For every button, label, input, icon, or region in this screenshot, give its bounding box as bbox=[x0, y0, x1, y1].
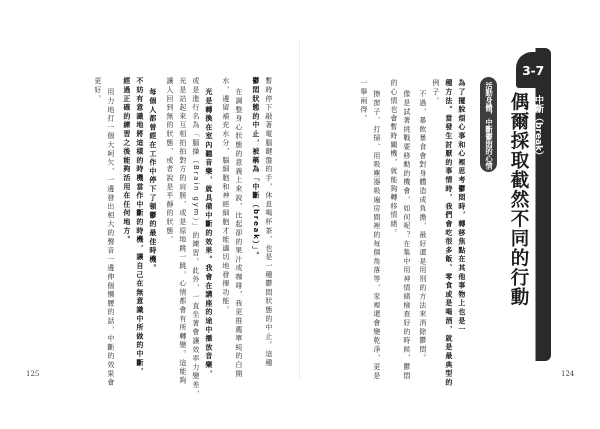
body-column: 例子。 bbox=[431, 79, 440, 106]
body-column: 暫時停下敲著電腦鍵盤的手，休息喝杯茶，也是一種鬱悶狀態的中止。這種 bbox=[264, 77, 273, 368]
body-column: 的心情也會暫時關機，就能夠轉移情緒。 bbox=[389, 79, 398, 238]
body-column: 像是試著挑戰要移動的機會，如何呢？在集中用神情緒檢查好的時候，鬱悶 bbox=[402, 90, 411, 381]
gutter-divider bbox=[299, 40, 300, 380]
body-column: 種方法。當發生討厭的事情時，我們會吃很多飯、零食或是喝酒，就是最典型的 bbox=[444, 79, 453, 387]
body-column: 擦窗子、打掃、用吸塵器吸遍房間裡的每個角落等，家裡還會變乾淨，更是 bbox=[372, 90, 381, 381]
body-column: 光是站起來互相拍拍對方的肩膀，或是原地跳一跳，心情都會有所轉變。這能夠 bbox=[178, 77, 187, 385]
body-column: 經過正確的練習之後能夠活用在任何地方。 bbox=[122, 77, 131, 245]
body-column: 用力地打一個大呵欠，一邊發出相大的聲音一邊伸個懶腰的話，中斷的效果會 bbox=[106, 88, 115, 388]
body-column: 或是進行名為「腦操（Brain gym）」的練習。此外，一直坐著會讓效率力變差， bbox=[191, 77, 200, 399]
body-column: 一舉兩得。 bbox=[359, 79, 368, 123]
subheading: 活動身體，中斷鬱悶的心情 bbox=[485, 82, 494, 170]
body-column: 光是轉換在室內聽音樂，就具備中斷的效果。我會在講座的途中播放音樂， bbox=[204, 88, 213, 379]
body-column: 不妨有意識地將這樣的時機當作中斷的時機，讓自己在無意識中所做的中斷， bbox=[135, 77, 144, 377]
body-column: 在調整身心狀態的意義上來說，比起卻的果汁或咖啡，我更推薦單純的白開 bbox=[234, 88, 243, 379]
body-column: 為了擺脫煩心事和心裡思考鬱悶時，轉移焦點在其他事物上也是一 bbox=[457, 79, 466, 335]
body-column: 不過，暴飲暴食會對身體造成負擔，最好還是用別的方法來消除鬱悶。 bbox=[418, 90, 427, 363]
page-number-left: 125 bbox=[26, 370, 40, 378]
body-column: 水，邊留補充水分，腦細胞和神經細胞才能適切地發揮功能。 bbox=[221, 77, 230, 315]
section-tag: 中斷（break） bbox=[533, 95, 543, 161]
page-number-right: 124 bbox=[561, 370, 575, 378]
body-column: 鬱悶狀態的中止，被稱為「中斷（break）」。 bbox=[251, 77, 260, 260]
page-title: 偶爾採取截然不同的行動 bbox=[508, 92, 529, 307]
body-column: 讓人回到無的狀態，或者說是平靜的狀態。 bbox=[165, 77, 174, 245]
body-column: 更好。 bbox=[93, 77, 102, 104]
chapter-number: 3-7 bbox=[516, 52, 550, 88]
body-column: 每個人都曾經在工作中停下了頓鬱的最佳時機。 bbox=[148, 88, 157, 273]
